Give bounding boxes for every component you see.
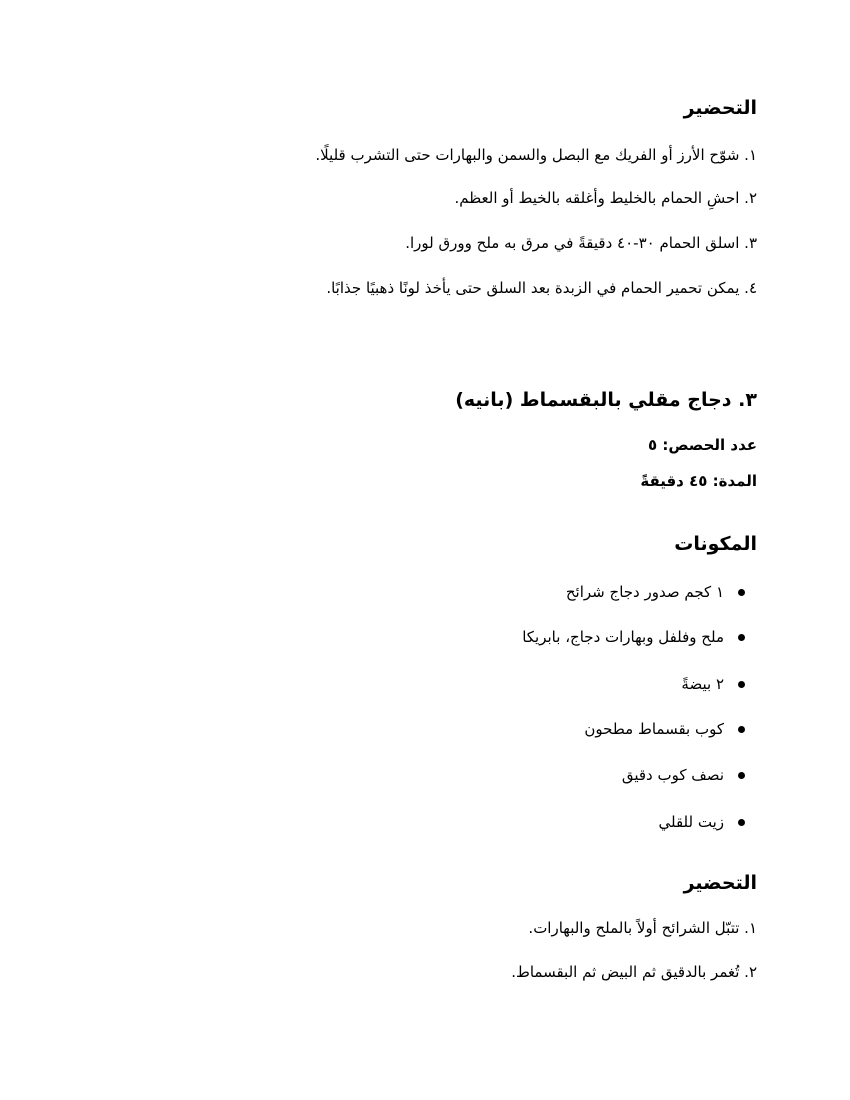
prep-step-prev-1: ١. شوّح الأرز أو الفريك مع البصل والسمن والبهارات حتى التشرب قليلًا.: [315, 146, 757, 164]
ingredient-item: [658, 811, 745, 833]
ingredient-item: [566, 581, 745, 603]
ingredient-item: [681, 673, 745, 695]
ingredient-item: [622, 764, 745, 786]
ingredient-item: [584, 718, 745, 740]
ingredient-text: ملح وفلفل وبهارات دجاج، بابريكا: [522, 628, 724, 646]
bullet-icon: [738, 681, 745, 688]
prep-heading-prev: التحضير: [683, 97, 757, 119]
ingredient-text: ١ كجم صدور دجاج شرائح: [565, 583, 724, 601]
recipe-servings: عدد الحصص: ٥: [647, 436, 757, 454]
prep-step-prev-4: ٤. يمكن تحمير الحمام في الزبدة بعد السلق حتى يأخذ لونًا ذهبيًا جذابًا.: [326, 279, 757, 297]
ingredient-text: كوب بقسماط مطحون: [584, 720, 724, 738]
ingredient-text: زيت للقلي: [658, 813, 724, 831]
prep-step-1: ١. تتبّل الشرائح أولاً بالملح والبهارات.: [528, 919, 757, 937]
ingredients-heading: المكونات: [674, 533, 757, 555]
recipe-duration: المدة: ٤٥ دقيقةً: [640, 472, 757, 490]
bullet-icon: [738, 819, 745, 826]
recipe-title: ٣. دجاج مقلي بالبقسماط (بانيه): [455, 389, 757, 411]
prep-step-2: ٢. تُغمر بالدقيق ثم البيض ثم البقسماط.: [511, 963, 757, 981]
ingredient-item: [522, 626, 745, 648]
bullet-icon: [738, 726, 745, 733]
bullet-icon: [738, 634, 745, 641]
bullet-icon: [738, 589, 745, 596]
bullet-icon: [738, 772, 745, 779]
ingredient-text: نصف كوب دقيق: [621, 766, 724, 784]
prep-step-prev-2: ٢. احشِ الحمام بالخليط وأغلقه بالخيط أو العظم.: [454, 189, 757, 207]
ingredient-text: ٢ بيضةً: [681, 675, 724, 693]
prep-heading: التحضير: [683, 872, 757, 894]
prep-step-prev-3: ٣. اسلق الحمام ٣٠-٤٠ دقيقةً في مرق به ملح وورق لورا.: [405, 234, 757, 252]
